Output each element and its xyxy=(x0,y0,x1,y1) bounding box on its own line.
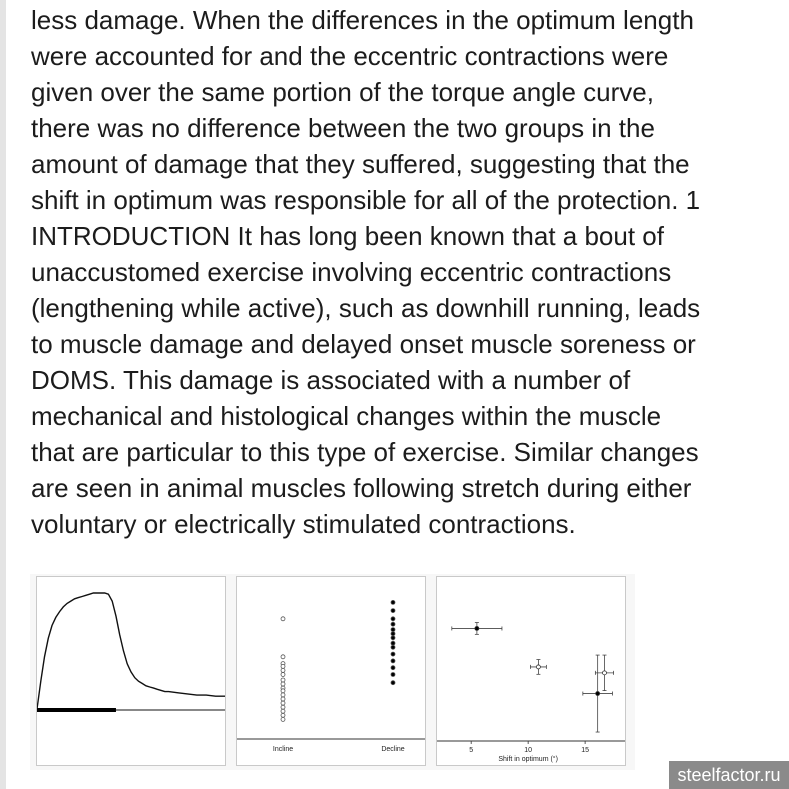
category-label-incline: Incline xyxy=(272,746,294,753)
incline-decline-chart xyxy=(237,577,425,765)
incline-point xyxy=(281,709,285,713)
decline-point xyxy=(391,628,395,632)
torque-trace-line xyxy=(37,593,225,709)
x-tick-label: 5 xyxy=(469,747,474,754)
incline-point xyxy=(281,673,285,677)
filled-data-point xyxy=(596,692,600,696)
incline-point xyxy=(281,701,285,705)
filled-data-point xyxy=(475,626,479,630)
figure xyxy=(30,574,635,770)
incline-point xyxy=(281,678,285,682)
open-data-point xyxy=(536,665,540,669)
incline-point xyxy=(281,664,285,668)
torque-trace-chart xyxy=(37,577,225,765)
incline-point xyxy=(281,713,285,717)
left-margin-rule xyxy=(0,0,6,789)
decline-point xyxy=(391,659,395,663)
decline-point xyxy=(391,632,395,636)
decline-point xyxy=(391,666,395,670)
x-tick-label: 10 xyxy=(524,747,533,754)
incline-point xyxy=(281,717,285,721)
decline-point xyxy=(391,645,395,649)
figure-panel-torque-trace xyxy=(36,576,226,766)
shift-optimum-chart xyxy=(437,577,625,765)
figure-panel-shift-optimum xyxy=(436,576,626,766)
incline-point xyxy=(281,697,285,701)
decline-point xyxy=(391,622,395,626)
incline-point xyxy=(281,655,285,659)
watermark: steelfactor.ru xyxy=(669,761,789,789)
x-tick-label: 15 xyxy=(581,747,590,754)
decline-point xyxy=(391,636,395,640)
decline-point xyxy=(391,681,395,685)
decline-point xyxy=(391,673,395,677)
category-label-decline: Decline xyxy=(381,746,405,753)
incline-point xyxy=(281,617,285,621)
decline-point xyxy=(391,617,395,621)
figure-panel-incline-decline xyxy=(236,576,426,766)
decline-point xyxy=(391,609,395,613)
article-body-text: less damage. When the differences in the optimum length were accounted for and the eccentric contractions were given over the same portion of the torque angle curve, there was no difference between the two groups in the amount of damage that they suffered, suggesting that the shift in optimum was responsible for all of the protection. 1 INTRODUCTION It has long been known that a bout of unaccustomed exercise involving eccentric contractions (lengthening while active), such as downhill running, leads to muscle damage and delayed onset muscle soreness or DOMS. This damage is associated with a number of mechanical and histological changes within the muscle that are particular to this type of exercise. Similar changes are seen in animal muscles following stretch during either voluntary or electrically stimulated contractions. xyxy=(31,5,701,539)
decline-point xyxy=(391,600,395,604)
open-data-point xyxy=(602,671,606,675)
decline-point xyxy=(391,641,395,645)
incline-point xyxy=(281,705,285,709)
incline-point xyxy=(281,689,285,693)
incline-point xyxy=(281,693,285,697)
incline-point xyxy=(281,682,285,686)
incline-point xyxy=(281,668,285,672)
x-axis-label: Shift in optimum (°) xyxy=(498,756,558,763)
decline-point xyxy=(391,652,395,656)
